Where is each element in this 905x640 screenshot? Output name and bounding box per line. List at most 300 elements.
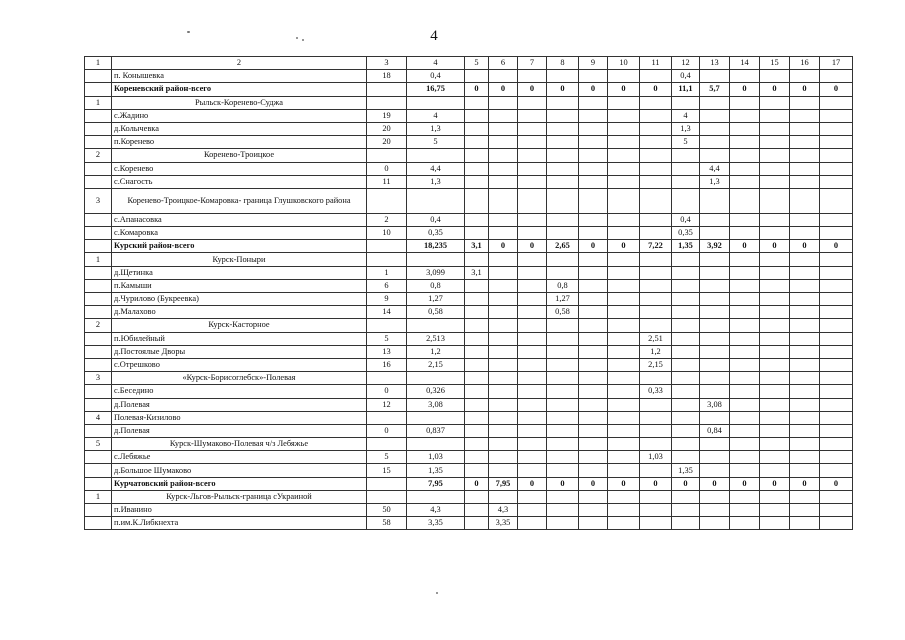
- table-cell: [760, 213, 790, 226]
- column-5-value: 0: [465, 477, 489, 490]
- table-cell: [489, 358, 518, 371]
- column-8-value: 0: [547, 83, 579, 96]
- table-row: [85, 109, 853, 122]
- table-cell: [760, 266, 790, 279]
- table-cell: [367, 319, 407, 332]
- section-number: 3: [85, 188, 112, 213]
- table-cell: [489, 149, 518, 162]
- table-cell: [820, 188, 853, 213]
- table-cell: [547, 253, 579, 266]
- section-name: Курск-Льгов-Рыльск-граница сУкраиной: [112, 490, 367, 503]
- column-3-value: 0: [367, 385, 407, 398]
- table-cell: [367, 438, 407, 451]
- table-cell: [547, 319, 579, 332]
- table-cell: [547, 227, 579, 240]
- column-16-value: 0: [790, 240, 820, 253]
- table-cell: [85, 175, 112, 188]
- table-cell: [547, 398, 579, 411]
- column-13-value: 0: [700, 477, 730, 490]
- table-cell: [547, 424, 579, 437]
- column-4-value: 0,837: [407, 424, 465, 437]
- table-cell: [465, 136, 489, 149]
- table-cell: [608, 504, 640, 517]
- table-cell: [672, 332, 700, 345]
- column-4-value: 0,58: [407, 306, 465, 319]
- table-cell: [760, 411, 790, 424]
- table-body: [85, 57, 853, 530]
- table-cell: [489, 162, 518, 175]
- table-cell: [518, 345, 547, 358]
- table-cell: [672, 490, 700, 503]
- table-cell: [730, 451, 760, 464]
- table-cell: [489, 70, 518, 83]
- table-cell: [518, 293, 547, 306]
- locality-name: д.Большое Шумаково: [112, 464, 367, 477]
- table-cell: [760, 332, 790, 345]
- table-cell: [367, 253, 407, 266]
- table-cell: [579, 213, 608, 226]
- table-cell: [518, 213, 547, 226]
- column-4-value: 0,326: [407, 385, 465, 398]
- table-cell: [85, 385, 112, 398]
- table-cell: [760, 109, 790, 122]
- table-cell: [608, 213, 640, 226]
- table-cell: [700, 70, 730, 83]
- table-cell: [489, 213, 518, 226]
- table-row: [85, 266, 853, 279]
- column-7-value: 0: [518, 477, 547, 490]
- table-cell: [672, 372, 700, 385]
- table-cell: [407, 411, 465, 424]
- table-cell: [640, 411, 672, 424]
- table-cell: [518, 162, 547, 175]
- table-cell: [518, 266, 547, 279]
- table-cell: [489, 253, 518, 266]
- table-cell: [730, 398, 760, 411]
- table-cell: [518, 504, 547, 517]
- table-cell: [640, 109, 672, 122]
- table-cell: [820, 122, 853, 135]
- table-cell: [700, 122, 730, 135]
- table-cell: [465, 490, 489, 503]
- table-cell: [608, 438, 640, 451]
- table-cell: [489, 136, 518, 149]
- table-cell: [640, 279, 672, 292]
- district-total-row: [85, 240, 853, 253]
- table-cell: [608, 517, 640, 530]
- table-cell: [489, 188, 518, 213]
- table-cell: [547, 517, 579, 530]
- table-cell: [700, 136, 730, 149]
- table-cell: [730, 136, 760, 149]
- table-cell: [820, 213, 853, 226]
- table-cell: [489, 490, 518, 503]
- table-cell: [518, 490, 547, 503]
- column-4-value: 3,35: [407, 517, 465, 530]
- table-cell: [489, 411, 518, 424]
- table-cell: [672, 149, 700, 162]
- column-6-value: 0: [489, 240, 518, 253]
- table-row: [85, 385, 853, 398]
- locality-name: с.Коренево: [112, 162, 367, 175]
- table-cell: [820, 424, 853, 437]
- locality-name: п.им.К.Либкнехта: [112, 517, 367, 530]
- table-cell: [608, 96, 640, 109]
- table-cell: [760, 227, 790, 240]
- table-cell: [518, 136, 547, 149]
- column-11-value: 0,33: [640, 385, 672, 398]
- table-row: [85, 358, 853, 371]
- table-cell: [760, 451, 790, 464]
- table-cell: [489, 266, 518, 279]
- locality-name: п.Коренево: [112, 136, 367, 149]
- table-row: [85, 504, 853, 517]
- table-cell: [672, 319, 700, 332]
- table-cell: [489, 319, 518, 332]
- column-12-value: 0,4: [672, 70, 700, 83]
- table-cell: [608, 464, 640, 477]
- table-row: [85, 451, 853, 464]
- road-section-row: [85, 253, 853, 266]
- table-cell: [465, 358, 489, 371]
- table-cell: [579, 70, 608, 83]
- table-cell: [730, 504, 760, 517]
- column-3-value: 6: [367, 279, 407, 292]
- section-number: 3: [85, 372, 112, 385]
- locality-name: п. Конышевка: [112, 70, 367, 83]
- column-4-value: 4: [407, 109, 465, 122]
- table-cell: [672, 162, 700, 175]
- table-cell: [672, 438, 700, 451]
- table-cell: [579, 438, 608, 451]
- table-cell: [730, 96, 760, 109]
- table-cell: [790, 109, 820, 122]
- table-row: [85, 424, 853, 437]
- district-total-row: [85, 83, 853, 96]
- table-cell: [518, 451, 547, 464]
- table-cell: [579, 306, 608, 319]
- column-8-value: 0: [547, 477, 579, 490]
- table-cell: [820, 411, 853, 424]
- table-row: [85, 464, 853, 477]
- column-11-value: 2,51: [640, 332, 672, 345]
- table-cell: [608, 424, 640, 437]
- table-cell: [820, 279, 853, 292]
- table-cell: [367, 477, 407, 490]
- table-cell: [465, 213, 489, 226]
- locality-name: д.Малахово: [112, 306, 367, 319]
- column-8-value: 1,27: [547, 293, 579, 306]
- table-cell: [640, 319, 672, 332]
- table-cell: [790, 96, 820, 109]
- scan-speck: [436, 592, 438, 594]
- column-4-value: 16,75: [407, 83, 465, 96]
- table-cell: [465, 70, 489, 83]
- table-cell: [85, 306, 112, 319]
- column-15-value: 0: [760, 477, 790, 490]
- column-header-13: 13: [700, 57, 730, 70]
- table-cell: [700, 306, 730, 319]
- table-cell: [640, 253, 672, 266]
- table-cell: [85, 517, 112, 530]
- table-cell: [760, 293, 790, 306]
- table-cell: [465, 162, 489, 175]
- table-cell: [465, 345, 489, 358]
- column-11-value: 0: [640, 477, 672, 490]
- table-cell: [579, 293, 608, 306]
- table-cell: [489, 398, 518, 411]
- table-cell: [579, 490, 608, 503]
- column-header-2: 2: [112, 57, 367, 70]
- locality-name: д.Полевая: [112, 398, 367, 411]
- district-total-row: [85, 477, 853, 490]
- column-12-value: 1,35: [672, 240, 700, 253]
- column-4-value: 0,4: [407, 70, 465, 83]
- table-cell: [672, 358, 700, 371]
- table-cell: [518, 175, 547, 188]
- table-row: [85, 227, 853, 240]
- column-9-value: 0: [579, 477, 608, 490]
- table-row: [85, 213, 853, 226]
- table-cell: [407, 188, 465, 213]
- table-cell: [465, 253, 489, 266]
- table-cell: [760, 424, 790, 437]
- column-3-value: 20: [367, 122, 407, 135]
- table-cell: [760, 358, 790, 371]
- table-cell: [518, 279, 547, 292]
- table-cell: [85, 162, 112, 175]
- table-cell: [820, 517, 853, 530]
- table-cell: [820, 398, 853, 411]
- table-cell: [608, 227, 640, 240]
- table-cell: [518, 109, 547, 122]
- table-cell: [760, 490, 790, 503]
- table-cell: [640, 266, 672, 279]
- table-cell: [760, 517, 790, 530]
- column-3-value: 11: [367, 175, 407, 188]
- table-cell: [465, 411, 489, 424]
- table-cell: [518, 372, 547, 385]
- table-cell: [489, 345, 518, 358]
- table-cell: [608, 109, 640, 122]
- table-cell: [367, 490, 407, 503]
- table-cell: [547, 372, 579, 385]
- column-12-value: 4: [672, 109, 700, 122]
- table-cell: [672, 398, 700, 411]
- column-4-value: 1,2: [407, 345, 465, 358]
- column-14-value: 0: [730, 477, 760, 490]
- table-cell: [518, 398, 547, 411]
- table-cell: [547, 109, 579, 122]
- table-cell: [608, 122, 640, 135]
- table-cell: [547, 136, 579, 149]
- table-cell: [579, 332, 608, 345]
- table-row: [85, 306, 853, 319]
- column-3-value: 10: [367, 227, 407, 240]
- table-cell: [730, 122, 760, 135]
- table-cell: [672, 279, 700, 292]
- table-cell: [672, 175, 700, 188]
- table-cell: [820, 162, 853, 175]
- column-7-value: 0: [518, 240, 547, 253]
- column-header-17: 17: [820, 57, 853, 70]
- table-cell: [608, 451, 640, 464]
- table-cell: [547, 385, 579, 398]
- table-cell: [465, 398, 489, 411]
- table-cell: [760, 188, 790, 213]
- table-cell: [579, 266, 608, 279]
- table-cell: [85, 332, 112, 345]
- locality-name: с.Апанасовка: [112, 213, 367, 226]
- section-name: Рыльск-Коренево-Суджа: [112, 96, 367, 109]
- table-cell: [640, 213, 672, 226]
- table-cell: [579, 175, 608, 188]
- table-cell: [790, 372, 820, 385]
- table-cell: [820, 385, 853, 398]
- table-cell: [820, 136, 853, 149]
- table-cell: [672, 266, 700, 279]
- table-cell: [579, 358, 608, 371]
- table-cell: [85, 83, 112, 96]
- column-header-9: 9: [579, 57, 608, 70]
- table-cell: [700, 293, 730, 306]
- column-4-value: 1,27: [407, 293, 465, 306]
- table-row: [85, 332, 853, 345]
- table-cell: [489, 279, 518, 292]
- column-header-4: 4: [407, 57, 465, 70]
- column-4-value: 7,95: [407, 477, 465, 490]
- table-cell: [579, 517, 608, 530]
- table-cell: [489, 293, 518, 306]
- locality-name: с.Отрешково: [112, 358, 367, 371]
- column-4-value: 0,35: [407, 227, 465, 240]
- locality-name: д.Полевая: [112, 424, 367, 437]
- column-15-value: 0: [760, 83, 790, 96]
- column-4-value: 0,8: [407, 279, 465, 292]
- table-cell: [489, 424, 518, 437]
- table-cell: [518, 253, 547, 266]
- column-6-value: 7,95: [489, 477, 518, 490]
- table-cell: [730, 345, 760, 358]
- table-cell: [790, 424, 820, 437]
- table-cell: [518, 70, 547, 83]
- table-cell: [407, 490, 465, 503]
- table-cell: [790, 451, 820, 464]
- table-cell: [700, 345, 730, 358]
- table-cell: [700, 464, 730, 477]
- column-3-value: 19: [367, 109, 407, 122]
- column-11-value: 1,2: [640, 345, 672, 358]
- table-cell: [579, 188, 608, 213]
- table-cell: [820, 109, 853, 122]
- table-cell: [465, 293, 489, 306]
- table-cell: [672, 504, 700, 517]
- column-12-value: 0,35: [672, 227, 700, 240]
- column-3-value: 14: [367, 306, 407, 319]
- column-4-value: 1,3: [407, 175, 465, 188]
- column-3-value: 2: [367, 213, 407, 226]
- table-cell: [730, 266, 760, 279]
- table-cell: [489, 332, 518, 345]
- table-cell: [579, 372, 608, 385]
- table-cell: [640, 149, 672, 162]
- section-name: Курск-Шумаково-Полевая ч/з Лебяжье: [112, 438, 367, 451]
- table-cell: [579, 411, 608, 424]
- district-name: Кореневский район-всего: [112, 83, 367, 96]
- column-5-value: 0: [465, 83, 489, 96]
- table-cell: [579, 504, 608, 517]
- table-cell: [518, 424, 547, 437]
- table-cell: [407, 438, 465, 451]
- table-cell: [608, 385, 640, 398]
- table-cell: [790, 213, 820, 226]
- table-row: [85, 162, 853, 175]
- table-cell: [579, 385, 608, 398]
- column-header-1: 1: [85, 57, 112, 70]
- table-cell: [465, 372, 489, 385]
- column-4-value: 1,35: [407, 464, 465, 477]
- table-cell: [518, 122, 547, 135]
- table-cell: [579, 398, 608, 411]
- table-cell: [730, 293, 760, 306]
- table-cell: [760, 253, 790, 266]
- table-cell: [547, 149, 579, 162]
- table-cell: [820, 332, 853, 345]
- table-cell: [518, 188, 547, 213]
- table-cell: [790, 319, 820, 332]
- section-number: 1: [85, 253, 112, 266]
- table-cell: [518, 306, 547, 319]
- table-cell: [465, 149, 489, 162]
- road-section-row: [85, 411, 853, 424]
- table-cell: [465, 227, 489, 240]
- table-cell: [790, 490, 820, 503]
- table-cell: [730, 490, 760, 503]
- column-4-value: 3,099: [407, 266, 465, 279]
- locality-name: с.Лебяжье: [112, 451, 367, 464]
- table-cell: [407, 149, 465, 162]
- column-3-value: 9: [367, 293, 407, 306]
- column-12-value: 5: [672, 136, 700, 149]
- table-cell: [85, 345, 112, 358]
- table-cell: [465, 424, 489, 437]
- column-13-value: 4,4: [700, 162, 730, 175]
- table-cell: [700, 438, 730, 451]
- table-cell: [518, 358, 547, 371]
- table-cell: [790, 70, 820, 83]
- table-cell: [608, 266, 640, 279]
- table-cell: [760, 464, 790, 477]
- district-name: Курчатовский район-всего: [112, 477, 367, 490]
- column-3-value: 50: [367, 504, 407, 517]
- column-header-10: 10: [608, 57, 640, 70]
- table-cell: [547, 451, 579, 464]
- column-10-value: 0: [608, 240, 640, 253]
- locality-name: п.Камыши: [112, 279, 367, 292]
- table-cell: [760, 438, 790, 451]
- table-cell: [547, 438, 579, 451]
- table-cell: [367, 411, 407, 424]
- column-3-value: 5: [367, 332, 407, 345]
- column-10-value: 0: [608, 477, 640, 490]
- table-cell: [760, 70, 790, 83]
- table-cell: [760, 398, 790, 411]
- table-cell: [85, 227, 112, 240]
- table-cell: [608, 345, 640, 358]
- column-3-value: 18: [367, 70, 407, 83]
- table-cell: [547, 345, 579, 358]
- column-15-value: 0: [760, 240, 790, 253]
